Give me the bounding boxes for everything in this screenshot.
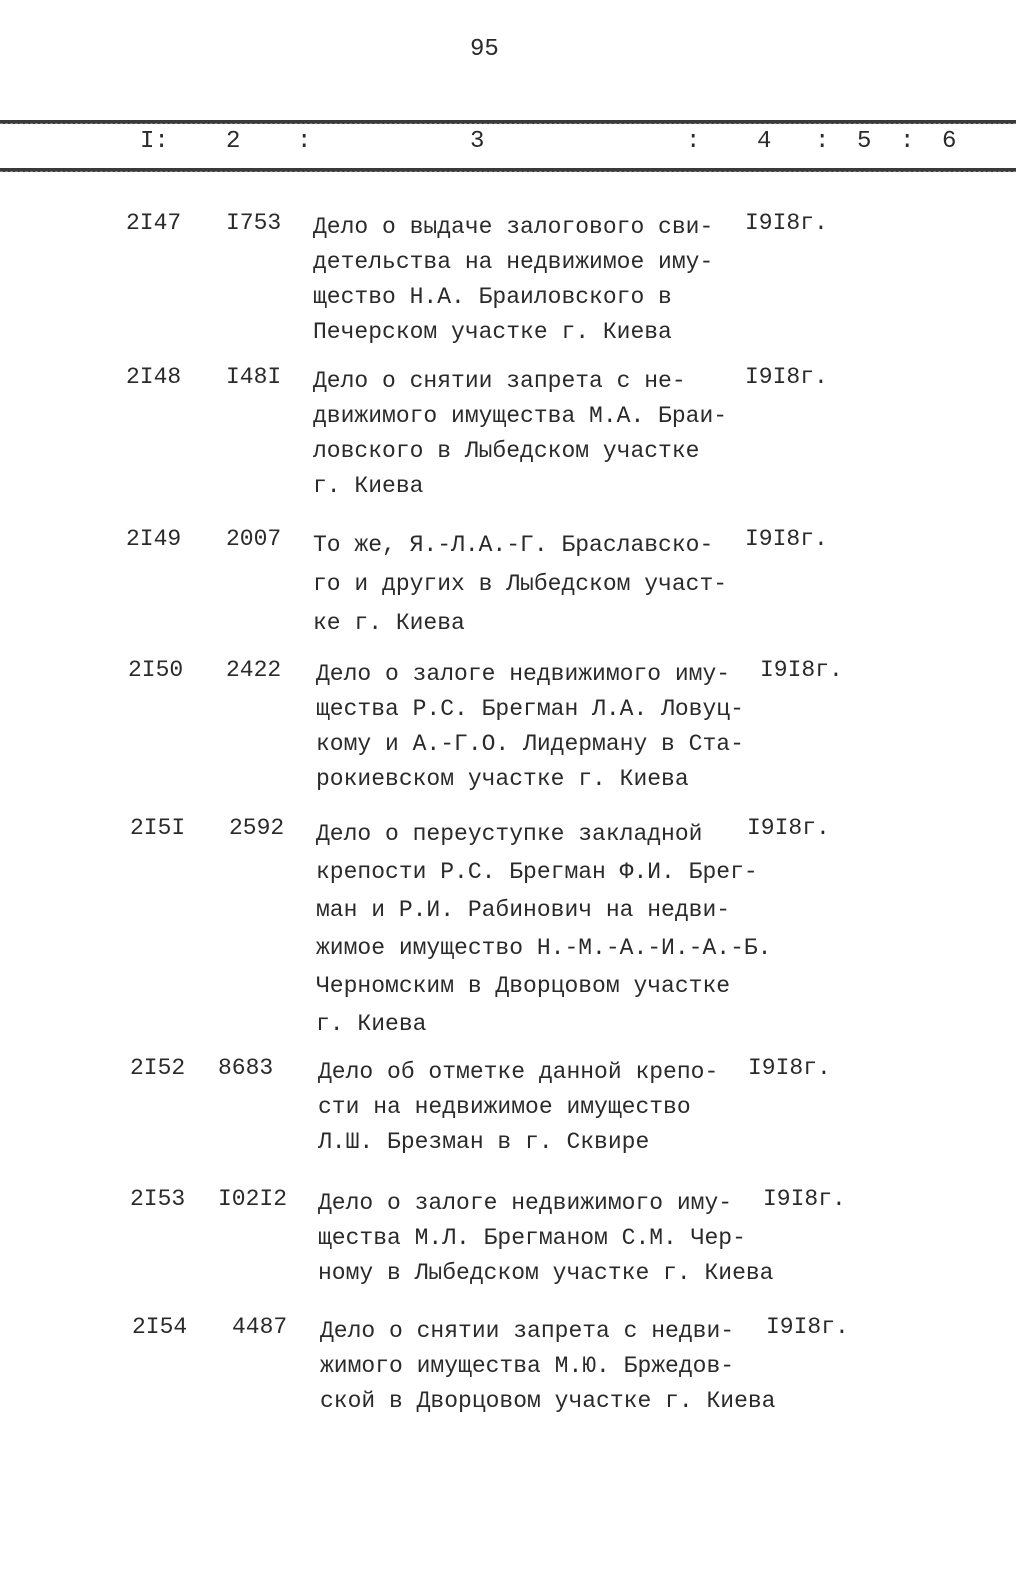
case-number: 2422	[226, 657, 282, 683]
description-line: Печерском участке г. Киева	[313, 319, 672, 345]
description-line: ке г. Киева	[313, 610, 465, 636]
entry-number: 2I47	[126, 210, 182, 236]
col-3-header: 3	[470, 128, 485, 155]
entry-number: 2I52	[130, 1055, 186, 1081]
col-6-header: 6	[942, 128, 957, 155]
description-line: щества М.Л. Брегманом С.М. Чер-	[318, 1225, 746, 1251]
entry-description	[316, 815, 771, 1043]
description-line: Черномским в Дворцовом участке	[316, 973, 731, 999]
col-1-header: I:	[140, 128, 169, 155]
col-4-header: 4	[757, 128, 772, 155]
description-line: Дело о залоге недвижимого иму-	[316, 661, 731, 687]
entry-description	[318, 1186, 773, 1291]
description-line: ман и Р.И. Рабинович на недви-	[316, 897, 731, 923]
case-number: 4487	[232, 1314, 288, 1340]
entry-year: I9I8г.	[748, 1055, 831, 1081]
description-line: кому и А.-Г.О. Лидерману в Ста-	[316, 731, 744, 757]
entry-description	[318, 1055, 718, 1160]
entry-number: 2I49	[126, 526, 182, 552]
description-line: Дело о снятии запрета с не-	[313, 368, 686, 394]
description-line: То же, Я.-Л.А.-Г. Браславско-	[313, 532, 714, 558]
case-number: I48I	[226, 364, 282, 390]
description-line: Дело о залоге недвижимого иму-	[318, 1190, 733, 1216]
description-line: Дело о снятии запрета с недви-	[320, 1318, 735, 1344]
entry-year: I9I8г.	[747, 815, 830, 841]
description-line: рокиевском участке г. Киева	[316, 766, 689, 792]
col-separator: :	[297, 128, 312, 155]
entry-number: 2I53	[130, 1186, 186, 1212]
entry-number: 2I50	[128, 657, 184, 683]
description-line: г. Киева	[313, 473, 424, 499]
entry-year: I9I8г.	[745, 210, 828, 236]
entry-year: I9I8г.	[766, 1314, 849, 1340]
page-number: 95	[470, 36, 499, 63]
description-line: Дело о переуступке закладной	[316, 821, 703, 847]
col-5-header: 5	[857, 128, 872, 155]
entry-description	[313, 364, 727, 504]
description-line: Л.Ш. Брезман в г. Сквире	[318, 1129, 650, 1155]
case-number: 2592	[229, 815, 285, 841]
description-line: сти на недвижимое имущество	[318, 1094, 691, 1120]
description-line: жимое имущество Н.-М.-А.-И.-А.-Б.	[316, 935, 772, 961]
entry-description	[320, 1314, 775, 1419]
col-2-header: 2	[226, 128, 241, 155]
entry-year: I9I8г.	[745, 364, 828, 390]
entry-description	[313, 526, 727, 643]
case-number: I02I2	[218, 1186, 288, 1212]
entry-year: I9I8г.	[745, 526, 828, 552]
description-line: го и других в Лыбедском участ-	[313, 571, 728, 597]
description-line: ской в Дворцовом участке г. Киева	[320, 1388, 776, 1414]
header-bottom-rule	[0, 168, 1016, 172]
col-separator: :	[686, 128, 701, 155]
case-number: I753	[226, 210, 282, 236]
header-top-rule	[0, 120, 1016, 124]
entry-number: 2I48	[126, 364, 182, 390]
entry-number: 2I54	[132, 1314, 188, 1340]
entry-year: I9I8г.	[763, 1186, 846, 1212]
case-number: 2007	[226, 526, 282, 552]
case-number: 8683	[218, 1055, 274, 1081]
description-line: Дело об отметке данной крепо-	[318, 1059, 719, 1085]
description-line: г. Киева	[316, 1011, 427, 1037]
description-line: ному в Лыбедском участке г. Киева	[318, 1260, 774, 1286]
entry-description	[313, 210, 713, 350]
col-separator: :	[815, 128, 830, 155]
description-line: детельства на недвижимое иму-	[313, 249, 714, 275]
description-line: щество Н.А. Браиловского в	[313, 284, 672, 310]
description-line: щества Р.С. Брегман Л.А. Ловуц-	[316, 696, 744, 722]
entry-description	[316, 657, 744, 797]
col-separator: :	[900, 128, 915, 155]
description-line: движимого имущества М.А. Браи-	[313, 403, 728, 429]
entry-year: I9I8г.	[760, 657, 843, 683]
description-line: Дело о выдаче залогового сви-	[313, 214, 714, 240]
description-line: крепости Р.С. Брегман Ф.И. Брег-	[316, 859, 758, 885]
description-line: ловского в Лыбедском участке	[313, 438, 700, 464]
description-line: жимого имущества М.Ю. Бржедов-	[320, 1353, 735, 1379]
entry-number: 2I5I	[130, 815, 186, 841]
